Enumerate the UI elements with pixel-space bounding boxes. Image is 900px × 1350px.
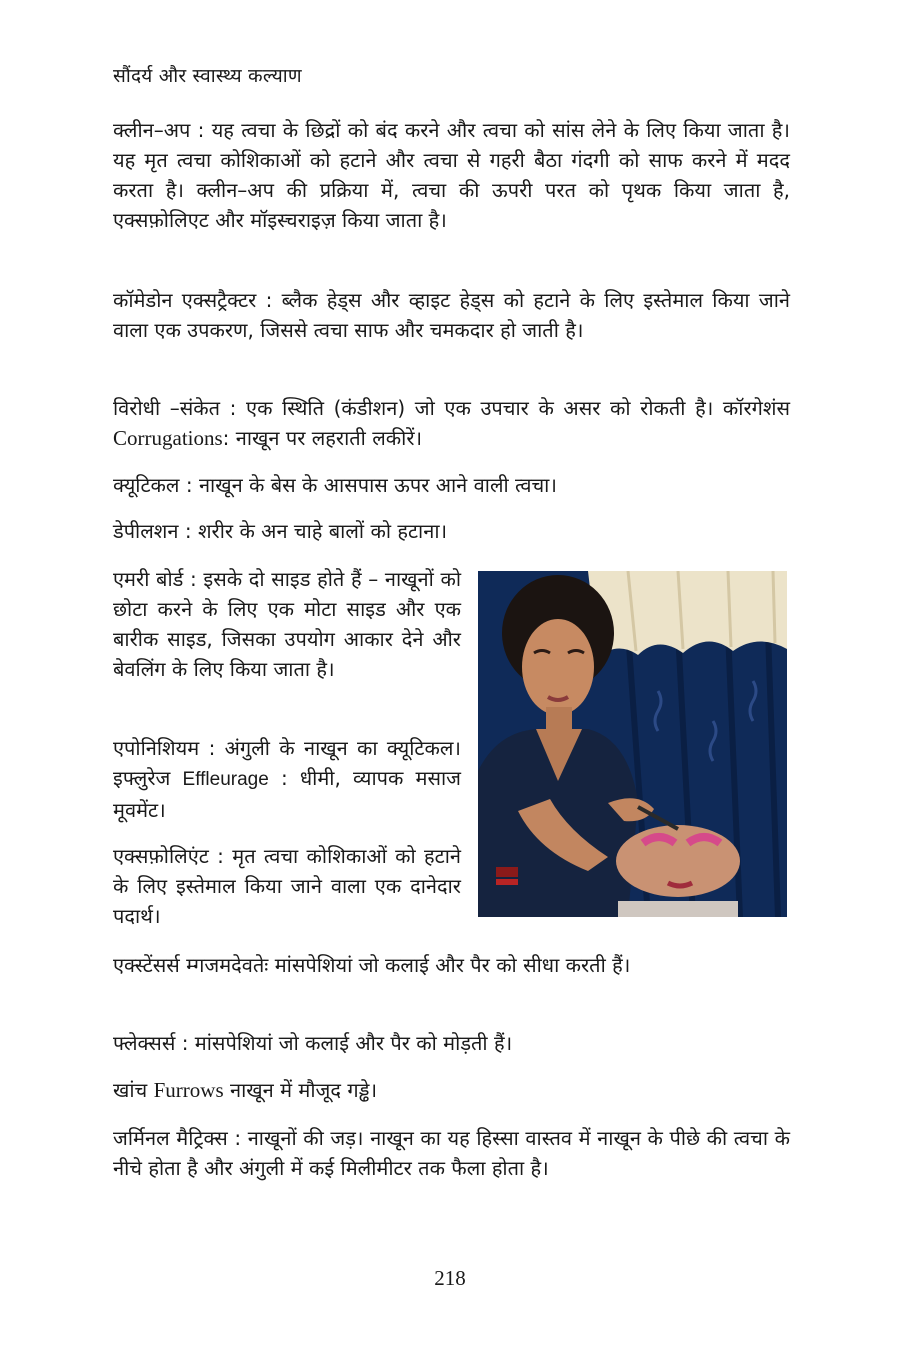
entry-separator: :	[183, 567, 204, 591]
entry-definition: म्गजमदेवतेः मांसपेशियां जो कलाई और पैर को सीधा करती हैं।	[186, 953, 631, 977]
entry-separator: :	[208, 844, 233, 868]
glossary-entry-contraindication	[113, 393, 790, 453]
entry-definition-after: : नाखून पर लहराती लकीरें।	[222, 426, 423, 450]
entry-separator: :	[190, 118, 212, 142]
entry-term: फ्लेक्सर्स	[113, 1031, 176, 1055]
entry-separator: :	[220, 396, 247, 420]
glossary-entry-cleanup	[113, 115, 790, 235]
running-header: सौंदर्य और स्वास्थ्य कल्याण	[113, 65, 302, 87]
entry-definition: अंगुली के नाखून का क्यूटिकल। इफ्लुरेज	[113, 736, 461, 790]
entry-definition: एक स्थिति (कंडीशन) जो एक उपचार के असर को रोकती है। कॉरगेशंस	[246, 396, 791, 420]
entry-latin-term: Corrugations	[113, 426, 223, 450]
entry-separator: :	[178, 519, 198, 543]
entry-term: क्यूटिकल	[113, 473, 180, 497]
entry-separator: :	[256, 288, 282, 312]
entry-definition: इसके दो साइड होते हैं – नाखूनों को छोटा करने के लिए एक मोटा साइड और एक बारीक साइड, जिसका उपयोग आकार देने और बेवलिंग के लिए किया जाता है।	[113, 567, 461, 681]
entry-definition: नाखूनों की जड़। नाखून का यह हिस्सा वास्तव में नाखून के पीछे की त्वचा के नीचे होता है और अंगुली में कई मिलीमीटर तक फैला होता है।	[113, 1126, 791, 1180]
entry-term: डेपीलशन	[113, 519, 179, 543]
entry-separator: :	[199, 736, 225, 760]
entry-definition: मांसपेशियां जो कलाई और पैर को मोड़ती हैं।	[194, 1031, 513, 1055]
page-number: 218	[434, 1266, 466, 1290]
entry-latin-term: Effleurage	[182, 769, 269, 790]
entry-definition: यह त्वचा के छिद्रों को बंद करने और त्वचा को सांस लेने के लिए किया जाता है। यह मृत त्वचा कोशिकाओं को हटाने और त्वचा से गहरी बैठा गंदगी को साफ करने में मदद करता है। क्लीन–अप की प्रक्रिया में, त्वचा की ऊपरी परत को पृथक किया जाता है, एक्सफ़ोलिएट और मॉइस्चराइज़ किया जाता है।	[113, 118, 790, 232]
glossary-entry-extensors	[113, 950, 790, 980]
entry-term: जर्मिनल मैट्रिक्स	[113, 1126, 228, 1150]
entry-term: एमरी बोर्ड	[113, 567, 184, 591]
entry-separator: :	[175, 1031, 195, 1055]
entry-definition: नाखून के बेस के आसपास ऊपर आने वाली त्वचा।	[198, 473, 557, 497]
entry-separator: :	[227, 1126, 248, 1150]
entry-term: क्लीन–अप	[113, 118, 191, 142]
glossary-entry-flexors	[113, 1028, 790, 1058]
entry-term: एक्स्टेंसर्स	[113, 953, 180, 977]
entry-definition-after: : धीमी, व्यापक मसाज मूवमेंट।	[113, 766, 461, 822]
entry-definition: शरीर के अन चाहे बालों को हटाना।	[197, 519, 448, 543]
entry-term: कॉमेडोन एक्सट्रैक्टर	[113, 288, 257, 312]
glossary-entry-exfoliant	[113, 841, 461, 931]
glossary-entry-depilation	[113, 516, 790, 546]
entry-term: एपोनिशियम	[113, 736, 200, 760]
glossary-entry-comedone-extractor	[113, 285, 790, 345]
entry-definition: ब्लैक हेड्स और व्हाइट हेड्स को हटाने के लिए इस्तेमाल किया जाने वाला एक उपकरण, जिससे त्वचा साफ और चमकदार हो जाती है।	[113, 288, 790, 342]
entry-definition: मृत त्वचा कोशिकाओं को हटाने के लिए इस्तेमाल किया जाने वाला एक दानेदार पदार्थ।	[113, 844, 461, 928]
entry-latin-term: Furrows	[153, 1078, 224, 1102]
glossary-entry-furrows	[113, 1075, 790, 1105]
glossary-entry-cuticle	[113, 470, 790, 500]
entry-separator: :	[179, 473, 199, 497]
makeup-application-photo	[478, 571, 787, 917]
entry-term: खांच	[113, 1078, 148, 1102]
entry-term: एक्सफ़ोलिएंट	[113, 844, 209, 868]
glossary-entry-germinal-matrix	[113, 1123, 790, 1183]
entry-definition-after: नाखून में मौजूद गड्ढे।	[223, 1078, 378, 1102]
glossary-entry-eponychium	[113, 733, 461, 825]
entry-term: विरोधी –संकेत	[113, 396, 221, 420]
glossary-entry-emery-board	[113, 564, 461, 684]
